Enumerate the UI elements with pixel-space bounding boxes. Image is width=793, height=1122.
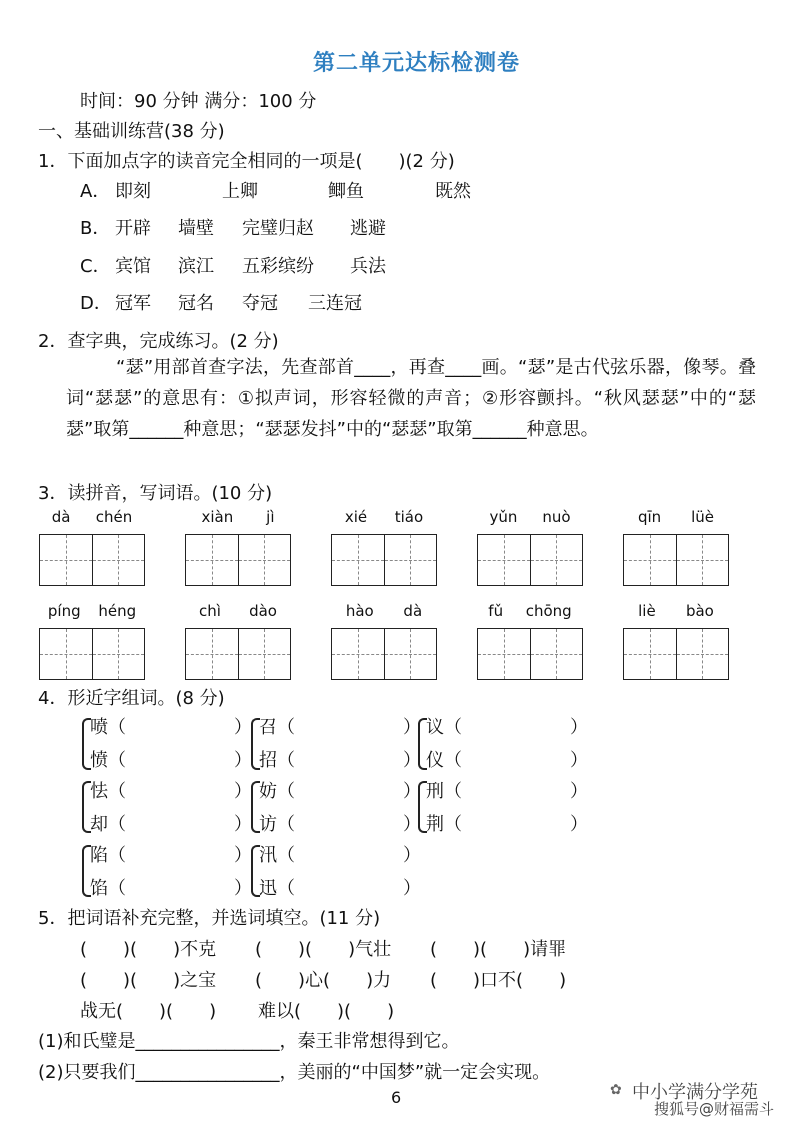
pinyin-syllable: chì <box>199 602 221 620</box>
pinyin-syllable: qīn <box>637 508 662 526</box>
idiom-blank: ( )( )气壮 <box>255 939 392 960</box>
pinyin-box-group <box>331 508 437 586</box>
question-3-heading: 3．读拼音，写词语。(10 分) <box>38 483 273 504</box>
watermark-text: 中小学满分学苑 <box>632 1082 758 1103</box>
question-1-heading: 1．下面加点字的读音完全相同的一项是( )(2 分) <box>38 151 455 172</box>
page-title: 第二单元达标检测卷 <box>313 51 521 76</box>
word-form-line: 怯（ ） <box>90 781 252 802</box>
option-word: 五彩缤纷 <box>242 256 314 277</box>
pinyin-syllable: xiàn <box>201 508 234 526</box>
option-word: 逃避 <box>350 218 386 239</box>
option-word: 既然 <box>435 181 471 202</box>
pinyin-box-group <box>331 602 437 680</box>
word-form-line: 馅（ ） <box>90 878 252 899</box>
word-form-line: 陷（ ） <box>90 845 252 866</box>
pinyin-syllable: liè <box>638 602 656 620</box>
idiom-blank: ( )( )请罪 <box>430 939 567 960</box>
page-number: 6 <box>391 1088 402 1107</box>
section-heading: 一、基础训练营(38 分) <box>38 121 225 142</box>
pinyin-syllable: píng <box>47 602 81 620</box>
pinyin-syllable: dà <box>403 602 423 620</box>
pinyin-syllable: xié <box>344 508 368 526</box>
writing-grid[interactable] <box>477 628 583 680</box>
word-form-line: 招（ ） <box>259 750 421 771</box>
idiom-blank: 难以( )( ) <box>258 1001 395 1022</box>
option-word: 鲫鱼 <box>328 181 364 202</box>
option-word: 冠名 <box>178 293 214 314</box>
option-word: 滨江 <box>178 256 214 277</box>
option-word: 即刻 <box>115 181 151 202</box>
pinyin-box-group <box>623 602 729 680</box>
word-form-line: 议（ ） <box>426 717 588 738</box>
pinyin-box-group <box>39 508 145 586</box>
word-form-line: 召（ ） <box>259 717 421 738</box>
fill-sentence-2: (2)只要我们________________，美丽的“中国梦”就一定会实现。 <box>38 1062 551 1083</box>
word-form-line: 妨（ ） <box>259 781 421 802</box>
option-word: 上卿 <box>222 181 258 202</box>
writing-grid[interactable] <box>39 534 145 586</box>
idiom-blank: ( )心( )力 <box>255 970 392 991</box>
pinyin-syllable: dào <box>249 602 277 620</box>
question-2-heading: 2．查字典，完成练习。(2 分) <box>38 331 279 352</box>
writing-grid[interactable] <box>331 628 437 680</box>
idiom-blank: ( )( )之宝 <box>80 970 217 991</box>
word-form-line: 却（ ） <box>90 814 252 835</box>
option-word: 冠军 <box>115 293 151 314</box>
option-label: A． <box>80 181 111 202</box>
question-5-heading: 5．把词语补充完整，并选词填空。(11 分) <box>38 908 381 929</box>
option-word: 兵法 <box>350 256 386 277</box>
fill-sentence-1: (1)和氏璧是________________，秦王非常想得到它。 <box>38 1031 460 1052</box>
writing-grid[interactable] <box>185 534 291 586</box>
pinyin-syllable: héng <box>98 602 137 620</box>
option-label: B． <box>80 218 111 239</box>
writing-grid[interactable] <box>623 628 729 680</box>
option-label: D． <box>80 293 112 314</box>
writing-grid[interactable] <box>39 628 145 680</box>
word-form-line: 访（ ） <box>259 814 421 835</box>
word-form-line: 刑（ ） <box>426 781 588 802</box>
writing-grid[interactable] <box>185 628 291 680</box>
watermark-text: 搜狐号@财福需斗 <box>654 1100 775 1118</box>
pinyin-syllable: bào <box>685 602 714 620</box>
word-form-line: 汛（ ） <box>259 845 421 866</box>
pinyin-syllable: lüè <box>691 508 715 526</box>
pinyin-syllable: nuò <box>542 508 571 526</box>
writing-grid[interactable] <box>623 534 729 586</box>
option-word: 开辟 <box>115 218 151 239</box>
pinyin-box-group <box>185 508 291 586</box>
pinyin-box-group <box>623 508 729 586</box>
writing-grid[interactable] <box>477 534 583 586</box>
option-b <box>80 214 386 240</box>
option-d <box>80 289 362 315</box>
pinyin-syllable: jì <box>266 508 275 526</box>
pinyin-box-group <box>477 508 583 586</box>
word-form-line: 愤（ ） <box>90 750 252 771</box>
pinyin-syllable: dà <box>51 508 71 526</box>
pinyin-syllable: chén <box>95 508 133 526</box>
option-word: 墙壁 <box>178 218 214 239</box>
option-word: 夺冠 <box>242 293 278 314</box>
pinyin-box-group <box>185 602 291 680</box>
option-word: 三连冠 <box>308 293 362 314</box>
writing-grid[interactable] <box>331 534 437 586</box>
pinyin-box-group <box>39 602 145 680</box>
option-word: 宾馆 <box>115 256 151 277</box>
option-label: C． <box>80 256 111 277</box>
word-form-line: 喷（ ） <box>90 717 252 738</box>
pinyin-syllable: yǔn <box>489 508 518 526</box>
pinyin-syllable: hào <box>345 602 374 620</box>
word-form-line: 迅（ ） <box>259 878 421 899</box>
word-form-line: 仪（ ） <box>426 750 588 771</box>
question-4-heading: 4．形近字组词。(8 分) <box>38 688 225 709</box>
idiom-blank: ( )口不( ) <box>430 970 567 991</box>
word-form-line: 荆（ ） <box>426 814 588 835</box>
pinyin-syllable: fǔ <box>488 602 504 620</box>
idiom-blank: ( )( )不克 <box>80 939 217 960</box>
option-word: 完璧归赵 <box>242 218 314 239</box>
question-2-passage: “瑟”用部首查字法，先查部首____，再查____画。“瑟”是古代弦乐器，像琴。叠词“瑟瑟”的意思有：①拟声词，形容轻微的声音；②形容颤抖。“秋风瑟瑟”中的“瑟瑟”取第______种意思；“瑟瑟发抖”中的“瑟瑟”取第______种意思。 <box>66 357 756 440</box>
idiom-blank: 战无( )( ) <box>80 1001 217 1022</box>
pinyin-syllable: tiáo <box>394 508 424 526</box>
pinyin-syllable: chōng <box>525 602 572 620</box>
wechat-icon: ✿ <box>610 1082 622 1098</box>
exam-meta: 时间：90 分钟 满分：100 分 <box>80 91 317 112</box>
option-c <box>80 252 386 278</box>
pinyin-box-group <box>477 602 583 680</box>
option-a <box>80 177 471 203</box>
